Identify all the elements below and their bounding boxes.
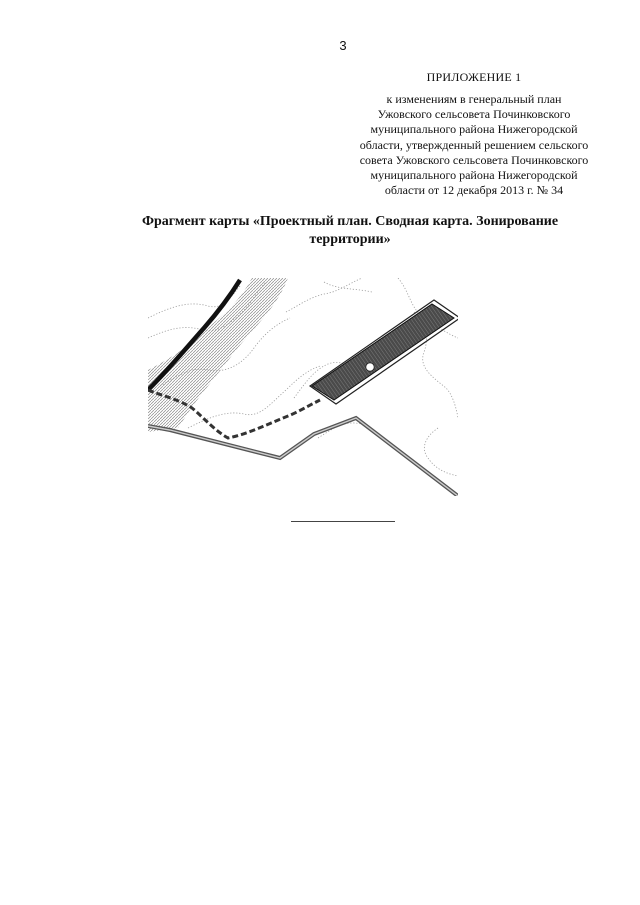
appendix-heading: ПРИЛОЖЕНИЕ 1 <box>426 70 522 84</box>
page-number: 3 <box>339 38 347 53</box>
hatched-area <box>148 278 288 432</box>
appendix-description <box>340 92 608 198</box>
map-fragment <box>148 278 458 496</box>
appendix-line: муниципального района Нижегородской <box>370 168 578 183</box>
title-line-2: территории» <box>309 232 391 247</box>
appendix-line: к изменениям в генеральный план <box>386 92 562 106</box>
title-line-1: Фрагмент карты «Проектный план. Сводная карта. Зонирование <box>141 214 559 229</box>
appendix-line: муниципального района Нижегородской <box>370 122 578 137</box>
boundary-line <box>148 418 458 496</box>
document-title <box>60 213 640 249</box>
appendix-line: области, утвержденный решением сельского <box>359 137 589 152</box>
appendix-line: области от 12 декабря 2013 г. № 34 <box>384 183 564 198</box>
zone-marker-icon <box>366 363 374 371</box>
zone-polygon <box>310 300 458 404</box>
appendix-line: совета Ужовского сельсовета Починковского <box>359 152 589 167</box>
appendix-line: Ужовского сельсовета Починковского <box>377 107 571 122</box>
separator-line <box>291 521 395 522</box>
